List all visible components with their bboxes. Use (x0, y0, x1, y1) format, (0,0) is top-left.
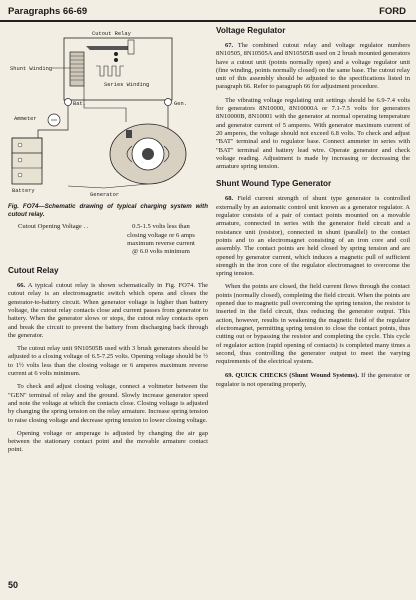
spec-line: @ 6.0 volts minimum (132, 247, 190, 255)
paragraph-69 (216, 372, 410, 389)
armature-spring (128, 40, 134, 54)
paragraph-text: The combined cutout relay and voltage regulator numbers 8N10505, 8N10505A and 8N10505B used on 2 brush mounted generators have a cutout unit (points normally open) and a voltage regulator unit (fine winding, points normally closed) on the same base. The cutout relay unit of this assembly should be adjusted to the specifications listed in paragraph 66. Refer to paragraph 66 for adjustment procedure. (216, 42, 410, 91)
header-paragraphs: Paragraphs 66-69 (8, 6, 88, 17)
label-series-winding: Series Winding (104, 82, 150, 88)
paragraph-text: Field current strength of shunt type generator is controlled externally by an automatic control unit known as a generator regulator. A regulator consists of a pair of contact points mounted on a movable armature, connected in series with the generator field circuit and a resistance unit (resistor), connected in shunt (parallel) to the contact points and to an electromagnet consisting of an iron core and coil assembly. The contact points are held closed by spring tension and are opened by generator current, which induces a magnetic pull of sufficient strength in the iron core of the regulator electromagnet to overcome the spring tension. (216, 195, 410, 278)
page-number: 50 (8, 580, 19, 590)
label-battery: Battery (12, 188, 35, 194)
contact-point-lower (114, 58, 118, 62)
cutout-spec (8, 223, 208, 256)
paragraph-68-cont: When the points are closed, the field current flows through the contact points (normally closed), completing the field circuit. When the points are opened due to magnetic pull overcoming the spring tension, the resistor is inserted in the field circuit, thus reducing the generator output. This action, however, results in weakening the magnetic field of the regulator electromagnet, permitting spring tension to close the contact points, thus cutting out or bypassing the resistor and completing the cycle. This cycle of regulator action (rapid opening of contacts) is completed many times a second, thus controlling the generator output to meet the varying requirements of the electrical system. (216, 283, 410, 366)
paragraph-67-cont: The vibrating voltage regulating unit settings should be 6.9-7.4 volts for generators 8N10000, 8N10000A or 7.1-7.5 volts for generators 8N10000B, 8N10001 with the generator at normal operating temperature and generator current of 5 amperes. With generator maximum current of 20 amperes, the voltage should not exceed 6.8 volts. To check and adjust "BAT" terminal and to regulator base. Connect ammeter in series with "BAT" terminal and battery lead wire. Operate generator and check voltage reading. Adjustment is made by increasing or decreasing the armature spring tension. (216, 96, 410, 171)
series-winding (96, 66, 124, 76)
battery (12, 138, 42, 184)
spec-values (114, 223, 208, 256)
label-bat: Bat. (73, 101, 86, 107)
paragraph-68 (216, 195, 410, 278)
label-generator: Generator (90, 192, 120, 198)
terminal-gen (165, 99, 172, 106)
heading-voltage-regulator: Voltage Regulator (216, 26, 286, 35)
label-cutout-relay: Cutout Relay (92, 31, 131, 37)
label-ammeter: Ammeter (14, 116, 37, 122)
shunt-winding-coil (70, 52, 84, 86)
terminal-bat (65, 99, 72, 106)
figure-caption: Fig. FO74—Schematic drawing of typical charging system with cutout relay. (8, 203, 208, 218)
paragraph-number: 67. (225, 42, 234, 49)
paragraph-66 (8, 282, 208, 340)
relay-armature (86, 46, 128, 50)
label-shunt-winding: Shunt Winding (10, 66, 53, 72)
header-make: FORD (379, 6, 406, 17)
contact-point-upper (114, 52, 118, 56)
spec-line: 0.5-1.5 volts less than (132, 223, 190, 231)
heading-cutout-relay: Cutout Relay (8, 266, 59, 276)
spec-line: closing voltage or 6 amps (127, 231, 195, 239)
generator-brush (126, 130, 132, 138)
paragraph-66-check: To check and adjust closing voltage, connect a voltmeter between the "GEN" terminal of relay and the ground. Slowly increase generator speed and note the voltage at which the contacts close. Closing voltage is adjusted by changing the spring tension on the relay armature. Increase spring tension to raise closing voltage and decrease spring tension to lower closing voltage. (8, 383, 208, 424)
paragraph-number: 66. (17, 282, 26, 290)
heading-shunt-wound: Shunt Wound Type Generator (216, 179, 332, 189)
label-gen: Gen. (174, 101, 187, 107)
paragraph-number: 69. QUICK CHECKS (Shunt Wound Systems). (225, 372, 359, 380)
right-column (216, 26, 410, 394)
paragraph-67 (216, 42, 410, 92)
paragraph-text: If the generator or regulator is not operating properly, (216, 372, 410, 388)
spec-line: maximum reverse current (127, 239, 195, 247)
charging-system-diagram (8, 26, 208, 198)
paragraph-66-opening: Opening voltage or amperage is adjusted by changing the air gap between the stationary contact point and the movable armature contact point. (8, 429, 208, 454)
paragraph-number: 68. (225, 195, 234, 203)
page-header (0, 0, 416, 22)
paragraph-text: A typical cutout relay is shown schematically in Fig. FO74. The cutout relay is an electromagnetic switch which opens and closes the generator-to-battery circuit. When generator voltage is higher than battery voltage, the cutout relay contacts close and current passes from generator to battery. When the generator slows or stops, the cutout relay contacts open and break the circuit to prevent the battery from discharging back through the generator. (8, 282, 208, 339)
paragraph-66-cont: The cutout relay unit 9N10505B used with 3 brush generators should be adjusted to a closing voltage of 6.5-7.25 volts. Opening voltage should be ½ to 1½ volts less than the closing voltage or 6 amperes maximum reverse current at 6 volts minimum. (8, 345, 208, 378)
spec-label: Cutout Opening Voltage . . (18, 223, 89, 231)
left-column (8, 26, 208, 460)
